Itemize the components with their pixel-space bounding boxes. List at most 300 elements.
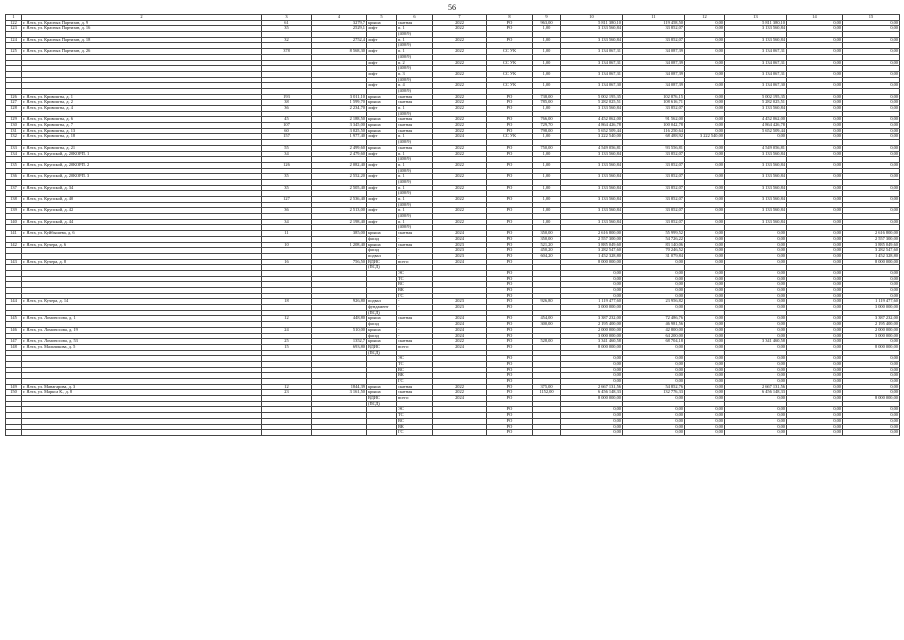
table-cell: 2024 — [433, 322, 487, 328]
table-cell: 0,00 — [685, 117, 725, 123]
table-cell: 2 195 400,00 — [561, 322, 623, 328]
table-cell: 8 000 000,00 — [561, 396, 623, 402]
table-cell: 34 — [262, 151, 312, 157]
table-cell: 0,00 — [685, 356, 725, 362]
table-cell: 0,00 — [561, 379, 623, 385]
table-cell: РО — [487, 20, 533, 26]
table-cell: 0,00 — [725, 288, 787, 294]
table-cell: 129 — [6, 117, 22, 123]
table-cell: скатная — [397, 94, 433, 100]
table-cell: г. Ялта, ул. Красных Партизан, д. 26 — [22, 49, 262, 55]
table-body — [6, 15, 900, 436]
table-cell: 0,00 — [561, 373, 623, 379]
table-cell: 1,00 — [533, 162, 561, 168]
table-cell: ЭС — [397, 407, 433, 413]
table-cell: 510,00 — [312, 327, 367, 333]
table-cell: 0,00 — [685, 83, 725, 89]
table-cell: РО — [487, 151, 533, 157]
table-cell: (ПСД) — [367, 401, 397, 407]
table-cell: 127 — [262, 197, 312, 203]
table-cell: 2024 — [433, 259, 487, 265]
table-cell: 8 000 000,00 — [843, 344, 900, 350]
table-cell: 0,00 — [843, 128, 900, 134]
table-cell: 0,00 — [787, 344, 843, 350]
table-cell: РО — [487, 145, 533, 151]
table-cell: 0,00 — [685, 327, 725, 333]
table-cell: 0,00 — [725, 293, 787, 299]
table-cell: РО — [487, 37, 533, 43]
table-cell: 132 776,33 — [623, 390, 685, 396]
table-cell: скатная — [397, 339, 433, 345]
table-cell: 116 250,64 — [623, 128, 685, 134]
table-cell: 0,00 — [561, 293, 623, 299]
table-cell: (400/9) — [397, 111, 433, 117]
table-cell: 3 341 460,58 — [561, 339, 623, 345]
table-cell: (400/9) — [397, 202, 433, 208]
table-cell: (400/9) — [397, 54, 433, 60]
table-cell: 149 — [6, 384, 22, 390]
table-cell: РО — [487, 407, 533, 413]
table-cell: 136 — [6, 174, 22, 180]
table-cell: 2022 — [433, 123, 487, 129]
table-cell: п. 1 — [397, 26, 433, 32]
table-cell: 0,00 — [843, 37, 900, 43]
table-cell: 0,00 — [685, 413, 725, 419]
table-cell: 8 000 000,00 — [561, 259, 623, 265]
table-cell: 70 246,52 — [623, 248, 685, 254]
table-cell: 0,00 — [685, 322, 725, 328]
table-cell: 33 852,07 — [623, 162, 685, 168]
table-cell: 4 864 426,78 — [725, 123, 787, 129]
table-cell: 0,00 — [787, 282, 843, 288]
table-cell: 4 452 062,00 — [725, 117, 787, 123]
table-cell: 1,00 — [533, 185, 561, 191]
table-cell: 0,00 — [561, 282, 623, 288]
table-cell: 8 000 000,00 — [561, 344, 623, 350]
table-cell: 142 — [6, 242, 22, 248]
table-cell: 0,00 — [561, 430, 623, 436]
table-cell: 350,00 — [533, 231, 561, 237]
table-cell: РО — [487, 248, 533, 254]
table-cell: 0,00 — [787, 162, 843, 168]
table-cell: г. Ялта, ул. Мальчикова, д. 5 — [22, 344, 262, 350]
table-cell: 33 852,07 — [623, 185, 685, 191]
table-cell: 108 616,71 — [623, 100, 685, 106]
table-cell: 0,00 — [787, 270, 843, 276]
table-cell: г. Ялта, ул. Кривошты, д. 4 — [22, 106, 262, 112]
table-cell: 133 — [6, 145, 22, 151]
table-cell: 1,00 — [533, 208, 561, 214]
table-cell: 55 999,52 — [623, 231, 685, 237]
table-cell: 12 — [262, 316, 312, 322]
table-cell: 0,00 — [843, 424, 900, 430]
table-cell: 2024 — [433, 134, 487, 140]
table-cell: (400/9) — [397, 191, 433, 197]
table-cell: 126 — [262, 162, 312, 168]
table-cell: 3 133 560,84 — [725, 208, 787, 214]
table-cell: ВК — [397, 373, 433, 379]
table-cell: 0,00 — [561, 367, 623, 373]
table-cell: скатная — [397, 20, 433, 26]
table-cell: 454,00 — [533, 316, 561, 322]
table-cell: 0,00 — [787, 253, 843, 259]
table-cell: 68 488,92 — [623, 134, 685, 140]
table-cell: крыша — [367, 117, 397, 123]
table-cell: 0,00 — [623, 270, 685, 276]
table-cell: РО — [487, 276, 533, 282]
table-cell: РО — [487, 242, 533, 248]
table-cell: 0,00 — [561, 424, 623, 430]
table-cell: 0,00 — [725, 379, 787, 385]
table-cell: 693,80 — [312, 344, 367, 350]
table-cell: крыша — [367, 242, 397, 248]
table-cell: 0,00 — [685, 94, 725, 100]
table-cell: 0,00 — [725, 396, 787, 402]
table-cell: 3 282 547,60 — [843, 248, 900, 254]
table-row — [6, 430, 900, 436]
table-cell: 0,00 — [843, 49, 900, 55]
table-cell: 0,00 — [787, 83, 843, 89]
table-cell: лифт — [367, 151, 397, 157]
table-cell: 2024 — [433, 344, 487, 350]
table-cell: 729,70 — [533, 123, 561, 129]
table-cell: 0,00 — [787, 293, 843, 299]
table-cell: фасад — [367, 248, 397, 254]
table-cell: 2022 — [433, 390, 487, 396]
table-cell: 448,80 — [312, 316, 367, 322]
table-cell: 385,00 — [312, 231, 367, 237]
table-cell: 2022 — [433, 83, 487, 89]
table-cell: 3 — [262, 15, 312, 21]
table-cell: 0,00 — [725, 134, 787, 140]
table-cell: 1352,7 — [312, 339, 367, 345]
table-cell: 0,00 — [685, 37, 725, 43]
table-cell: 0,00 — [787, 185, 843, 191]
table-cell: (400/9) — [397, 168, 433, 174]
table-cell: 0,00 — [843, 270, 900, 276]
table-cell: всего: — [397, 396, 433, 402]
table-cell: 0,00 — [843, 197, 900, 203]
table-cell: 0,00 — [787, 94, 843, 100]
table-cell: п. 1 — [397, 151, 433, 157]
table-cell: 1,00 — [533, 83, 561, 89]
table-cell: подвал — [367, 299, 397, 305]
table-cell: г. Ялта, ул. Красных Партизан, д. 18 — [22, 37, 262, 43]
table-cell: РО — [487, 100, 533, 106]
table-cell: 0,00 — [685, 259, 725, 265]
table-cell: 0,00 — [843, 83, 900, 89]
table-cell: крыша — [367, 94, 397, 100]
table-cell: (400/9) — [397, 140, 433, 146]
table-cell: 23 956,82 — [623, 299, 685, 305]
table-cell: крыша — [367, 390, 397, 396]
table-cell: 0,00 — [623, 259, 685, 265]
table-cell: 798,00 — [533, 128, 561, 134]
table-cell: г. Ялта, ул. Крупской, д. 44 — [22, 219, 262, 225]
table-cell: 2022 — [433, 117, 487, 123]
table-cell: 2024 — [433, 327, 487, 333]
table-cell: 0,00 — [561, 356, 623, 362]
table-cell: г. Ялта, ул. Кучера, д. 8 — [22, 259, 262, 265]
table-cell: 33 852,07 — [623, 197, 685, 203]
table-cell: 102 876,15 — [623, 94, 685, 100]
table-cell: 0,00 — [843, 162, 900, 168]
table-cell: 0,00 — [787, 305, 843, 311]
table-cell — [312, 430, 367, 436]
table-cell: РО — [487, 367, 533, 373]
table-cell: 0,00 — [787, 145, 843, 151]
table-cell: крыша — [367, 100, 397, 106]
table-cell: скатная — [397, 390, 433, 396]
table-cell: 2 479,60 — [312, 151, 367, 157]
table-cell: п. 1 — [397, 134, 433, 140]
table-cell: 0,00 — [843, 123, 900, 129]
table-cell: п. 2 — [397, 60, 433, 66]
table-cell: г. Ялта, ул. Манагарова, д. 3 — [22, 384, 262, 390]
table-cell: 4 452 062,00 — [561, 117, 623, 123]
table-cell: 0,00 — [725, 344, 787, 350]
table-cell: 2022 — [433, 219, 487, 225]
table-cell: 0,00 — [843, 94, 900, 100]
table-cell: 0,00 — [685, 293, 725, 299]
table-cell: 146 — [6, 327, 22, 333]
table-cell: 0,00 — [561, 413, 623, 419]
table-cell: 5 811 380,10 — [561, 20, 623, 26]
table-cell: 131 — [6, 128, 22, 134]
table-cell: 3 000 000,00 — [843, 333, 900, 339]
table-cell: 34 087,39 — [623, 49, 685, 55]
table-cell: 0,00 — [787, 424, 843, 430]
table-cell: ТС — [397, 361, 433, 367]
table-cell: 0,00 — [685, 288, 725, 294]
table-cell: 8 — [487, 15, 533, 21]
table-cell: ТС — [397, 276, 433, 282]
table-cell: 0,00 — [787, 322, 843, 328]
table-cell: 0,00 — [787, 60, 843, 66]
table-cell: п. 1 — [397, 174, 433, 180]
table-cell: 33 852,07 — [623, 37, 685, 43]
table-cell: СС УК — [487, 83, 533, 89]
table-cell: 1 — [6, 15, 22, 21]
table-cell: скатная — [397, 316, 433, 322]
table-cell: (400/9) — [397, 43, 433, 49]
table-cell: 0,00 — [725, 367, 787, 373]
table-cell: 0,00 — [843, 379, 900, 385]
table-cell: 0,00 — [623, 288, 685, 294]
table-cell: 3 341 460,58 — [725, 339, 787, 345]
table-cell: (ПСД) — [367, 310, 397, 316]
table-cell: 0,00 — [725, 231, 787, 237]
table-cell: 1 599,70 — [312, 100, 367, 106]
table-cell: подвал — [367, 253, 397, 259]
table-cell: п. 1 — [397, 106, 433, 112]
table-cell: всего: — [397, 344, 433, 350]
table-cell: 2 082,40 — [312, 162, 367, 168]
table-cell: РО — [487, 123, 533, 129]
table-cell: 0,00 — [685, 231, 725, 237]
table-cell: лифт — [367, 26, 397, 32]
table-cell: СС УК — [487, 60, 533, 66]
table-cell: 1 452 328,80 — [561, 253, 623, 259]
table-cell: 124 — [6, 37, 22, 43]
table-cell: 2022 — [433, 208, 487, 214]
table-cell: лифт — [367, 106, 397, 112]
table-cell: 54 852,76 — [623, 384, 685, 390]
table-cell: 0,00 — [725, 373, 787, 379]
table-cell: 0,00 — [787, 242, 843, 248]
table-cell: 5 — [367, 15, 397, 21]
table-cell: 378 — [262, 49, 312, 55]
table-cell: г. Ялта, ул. Ломоносова, д. 53 — [22, 339, 262, 345]
table-cell: 1 452 328,80 — [843, 253, 900, 259]
table-cell: 64 200,00 — [623, 333, 685, 339]
table-cell: 122 — [6, 20, 22, 26]
table-cell: 61 — [262, 20, 312, 26]
table-cell: 0,00 — [843, 151, 900, 157]
table-cell: 0,00 — [787, 418, 843, 424]
table-cell: 0,00 — [623, 356, 685, 362]
table-cell: 125 — [6, 49, 22, 55]
table-cell: 926,80 — [533, 299, 561, 305]
table-cell: 2024 — [433, 316, 487, 322]
table-cell: 0,00 — [623, 396, 685, 402]
table-cell: 2 505,40 — [312, 185, 367, 191]
table-cell: лифт — [367, 197, 397, 203]
table-cell: 0,00 — [787, 361, 843, 367]
table-cell: 127 — [6, 100, 22, 106]
table-cell: 0,00 — [623, 344, 685, 350]
table-cell: СС УК — [487, 71, 533, 77]
table-cell: 2022 — [433, 37, 487, 43]
table-cell: 147 — [6, 339, 22, 345]
table-cell: 6 456 148,33 — [561, 390, 623, 396]
table-cell: 34 087,39 — [623, 71, 685, 77]
table-cell: 45 — [262, 117, 312, 123]
table-cell: 5 652 509,44 — [725, 128, 787, 134]
table-cell: 14 — [787, 15, 843, 21]
table-cell: 2022 — [433, 106, 487, 112]
table-cell: (400/9) — [397, 225, 433, 231]
table-cell: - — [397, 299, 433, 305]
table-cell: ВС — [397, 282, 433, 288]
table-cell: 60 — [262, 128, 312, 134]
table-cell: 0,00 — [685, 242, 725, 248]
table-cell: 3 133 560,84 — [725, 185, 787, 191]
table-cell: РО — [487, 162, 533, 168]
table-cell: п. 1 — [397, 208, 433, 214]
table-cell: ЭС — [397, 356, 433, 362]
table-cell: 0,00 — [685, 282, 725, 288]
table-cell: 3 134 067,31 — [561, 71, 623, 77]
table-cell: г. Ялта, ул. Крупской, д. 40 — [22, 197, 262, 203]
table-cell: РО — [487, 219, 533, 225]
table-cell: г. Ялта, ул. Красных Партизан, д. 9 — [22, 20, 262, 26]
table-cell: скатная — [397, 117, 433, 123]
table-cell: (400/9) — [397, 157, 433, 163]
table-cell: 0,00 — [561, 270, 623, 276]
table-cell: лифт — [367, 134, 397, 140]
table-cell: 3 000 000,00 — [561, 333, 623, 339]
table-cell: г. Ялта, ул. Кривошты, д. 7 — [22, 123, 262, 129]
table-cell: 0,00 — [725, 236, 787, 242]
table-cell: 756,50 — [312, 259, 367, 265]
table-cell: 3 885 049,60 — [843, 242, 900, 248]
table-cell: РО — [487, 174, 533, 180]
table-cell: 5 652 509,44 — [561, 128, 623, 134]
table-cell: 0,00 — [685, 361, 725, 367]
table-cell: 0,00 — [787, 333, 843, 339]
table-cell: 0,00 — [787, 151, 843, 157]
table-cell: 0,00 — [685, 145, 725, 151]
table-cell: лифт — [367, 60, 397, 66]
table-cell: скатная — [397, 384, 433, 390]
table-cell: РО — [487, 282, 533, 288]
table-cell: 0,00 — [685, 396, 725, 402]
table-cell: 0,00 — [843, 384, 900, 390]
table-cell: 0,00 — [725, 322, 787, 328]
table-cell: РО — [487, 327, 533, 333]
table-cell: 3 133 560,84 — [725, 106, 787, 112]
table-cell: 5 282 025,51 — [561, 100, 623, 106]
table-cell: скатная — [397, 128, 433, 134]
table-cell: 2 188,50 — [312, 117, 367, 123]
table-cell: 0,00 — [623, 373, 685, 379]
table-cell: ВДИС — [367, 259, 397, 265]
table-cell: 42 800,00 — [623, 327, 685, 333]
table-cell: 785,00 — [533, 100, 561, 106]
table-cell: 375,00 — [533, 384, 561, 390]
table-cell: 100 042,78 — [623, 123, 685, 129]
table-cell: - — [397, 327, 433, 333]
table-cell: 35 — [262, 185, 312, 191]
table-cell: 0,00 — [843, 282, 900, 288]
table-cell: 2 616 800,00 — [561, 231, 623, 237]
table-cell: 738,00 — [533, 94, 561, 100]
table-cell: 46 981,56 — [623, 322, 685, 328]
table-cell: 0,00 — [843, 208, 900, 214]
table-cell — [6, 430, 22, 436]
table-cell: лифт — [367, 71, 397, 77]
table-cell: скатная — [397, 145, 433, 151]
table-cell: 83 140,06 — [623, 242, 685, 248]
table-cell: 0,00 — [623, 276, 685, 282]
table-cell: 0,00 — [685, 407, 725, 413]
table-cell: 3 133 560,84 — [561, 208, 623, 214]
table-cell: 1,00 — [533, 174, 561, 180]
table-cell: 0,00 — [787, 208, 843, 214]
table-cell: 0,00 — [685, 208, 725, 214]
table-cell: 0,00 — [787, 117, 843, 123]
table-cell: РО — [487, 390, 533, 396]
table-cell: 5 002 195,35 — [561, 94, 623, 100]
table-cell: 1,00 — [533, 37, 561, 43]
table-cell: п. 1 — [397, 219, 433, 225]
table-cell: крыша — [367, 384, 397, 390]
table-cell: 143 — [6, 259, 22, 265]
table-cell: фасад — [367, 333, 397, 339]
table-cell: РО — [487, 305, 533, 311]
table-cell: 36 — [262, 208, 312, 214]
table-cell: 3 885 049,60 — [561, 242, 623, 248]
table-cell: 134 — [6, 151, 22, 157]
table-cell: 2022 — [433, 71, 487, 77]
table-cell: 3 133 560,84 — [725, 37, 787, 43]
table-cell: 1152,00 — [533, 390, 561, 396]
table-cell: (400/9) — [397, 179, 433, 185]
table-cell: 0,00 — [685, 430, 725, 436]
table-cell: ВДИС — [367, 396, 397, 402]
table-cell: 300,00 — [533, 322, 561, 328]
